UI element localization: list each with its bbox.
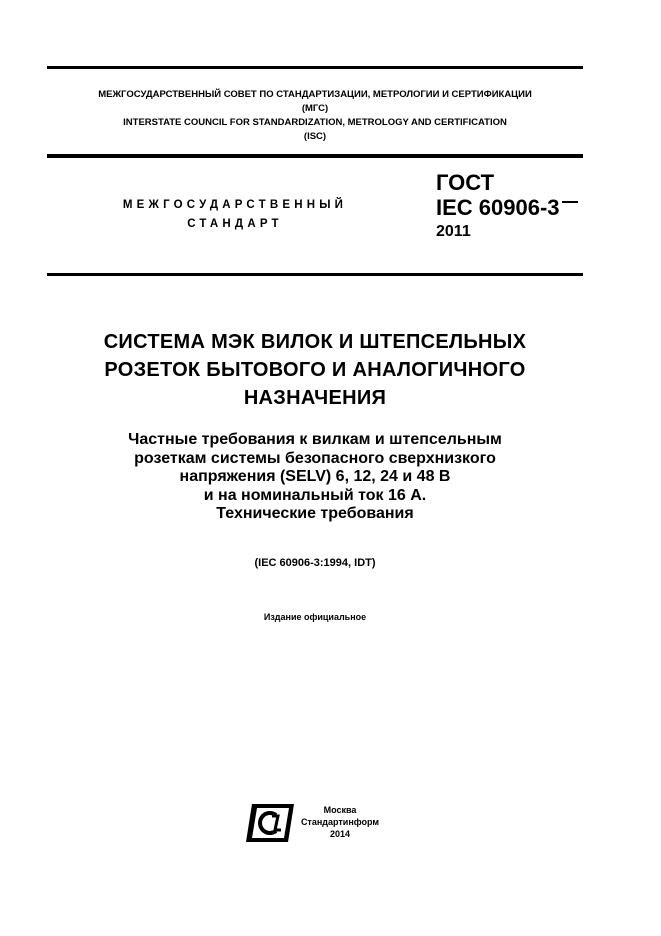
gost-designation (436, 170, 578, 244)
standard-type-line1: МЕЖГОСУДАРСТВЕННЫЙ (122, 199, 348, 211)
dash-mark (562, 201, 578, 203)
standard-type-line2: СТАНДАРТ (187, 218, 283, 230)
gost-number: IEC 60906-3 (436, 195, 560, 220)
council-ru-line2: (МГС) (301, 103, 329, 114)
subtitle-line2: розеткам системы безопасного сверхнизкого (134, 449, 496, 467)
title-line1: СИСТЕМА МЭК ВИЛОК И ШТЕПСЕЛЬНЫХ (103, 331, 527, 353)
council-en-line1: INTERSTATE COUNCIL FOR STANDARDIZATION, METROLOGY AND CERTIFICATION (123, 117, 507, 128)
council-ru-line1: МЕЖГОСУДАРСТВЕННЫЙ СОВЕТ ПО СТАНДАРТИЗАЦИИ, МЕТРОЛОГИИ И СЕРТИФИКАЦИИ (98, 89, 532, 100)
subtitle-line3: напряжения (SELV) 6, 12, 24 и 48 В (179, 468, 451, 485)
subtitle-line1: Частные требования к вилкам и штепсельным (128, 431, 502, 448)
gost-number-row (436, 195, 578, 220)
subtitle-line4: и на номинальный ток 16 А. (203, 486, 427, 504)
publisher-year: 2014 (329, 829, 351, 839)
designation-divider (47, 273, 583, 276)
document-subtitle (47, 431, 583, 524)
title-line2: РОЗЕТОК БЫТОВОГО И АНАЛОГИЧНОГО (104, 359, 526, 381)
header-divider (47, 154, 583, 158)
title-line3: НАЗНАЧЕНИЯ (243, 387, 387, 409)
publisher-info (292, 804, 388, 840)
document-title (47, 328, 583, 412)
standartinform-logo-icon (246, 804, 294, 842)
subtitle-line5: Технические требования (216, 505, 414, 522)
council-header (47, 88, 583, 144)
gost-year: 2011 (436, 223, 471, 240)
publisher-name: Стандартинформ (300, 817, 380, 827)
top-rule (47, 66, 583, 69)
publisher-city: Москва (323, 805, 357, 815)
council-en-line2: (ISC) (303, 131, 327, 142)
iec-reference: (IEC 60906-3:1994, IDT) (254, 557, 376, 569)
edition-note: Издание официальное (263, 612, 367, 622)
gost-label: ГОСТ (436, 170, 495, 195)
standard-type (100, 196, 370, 234)
